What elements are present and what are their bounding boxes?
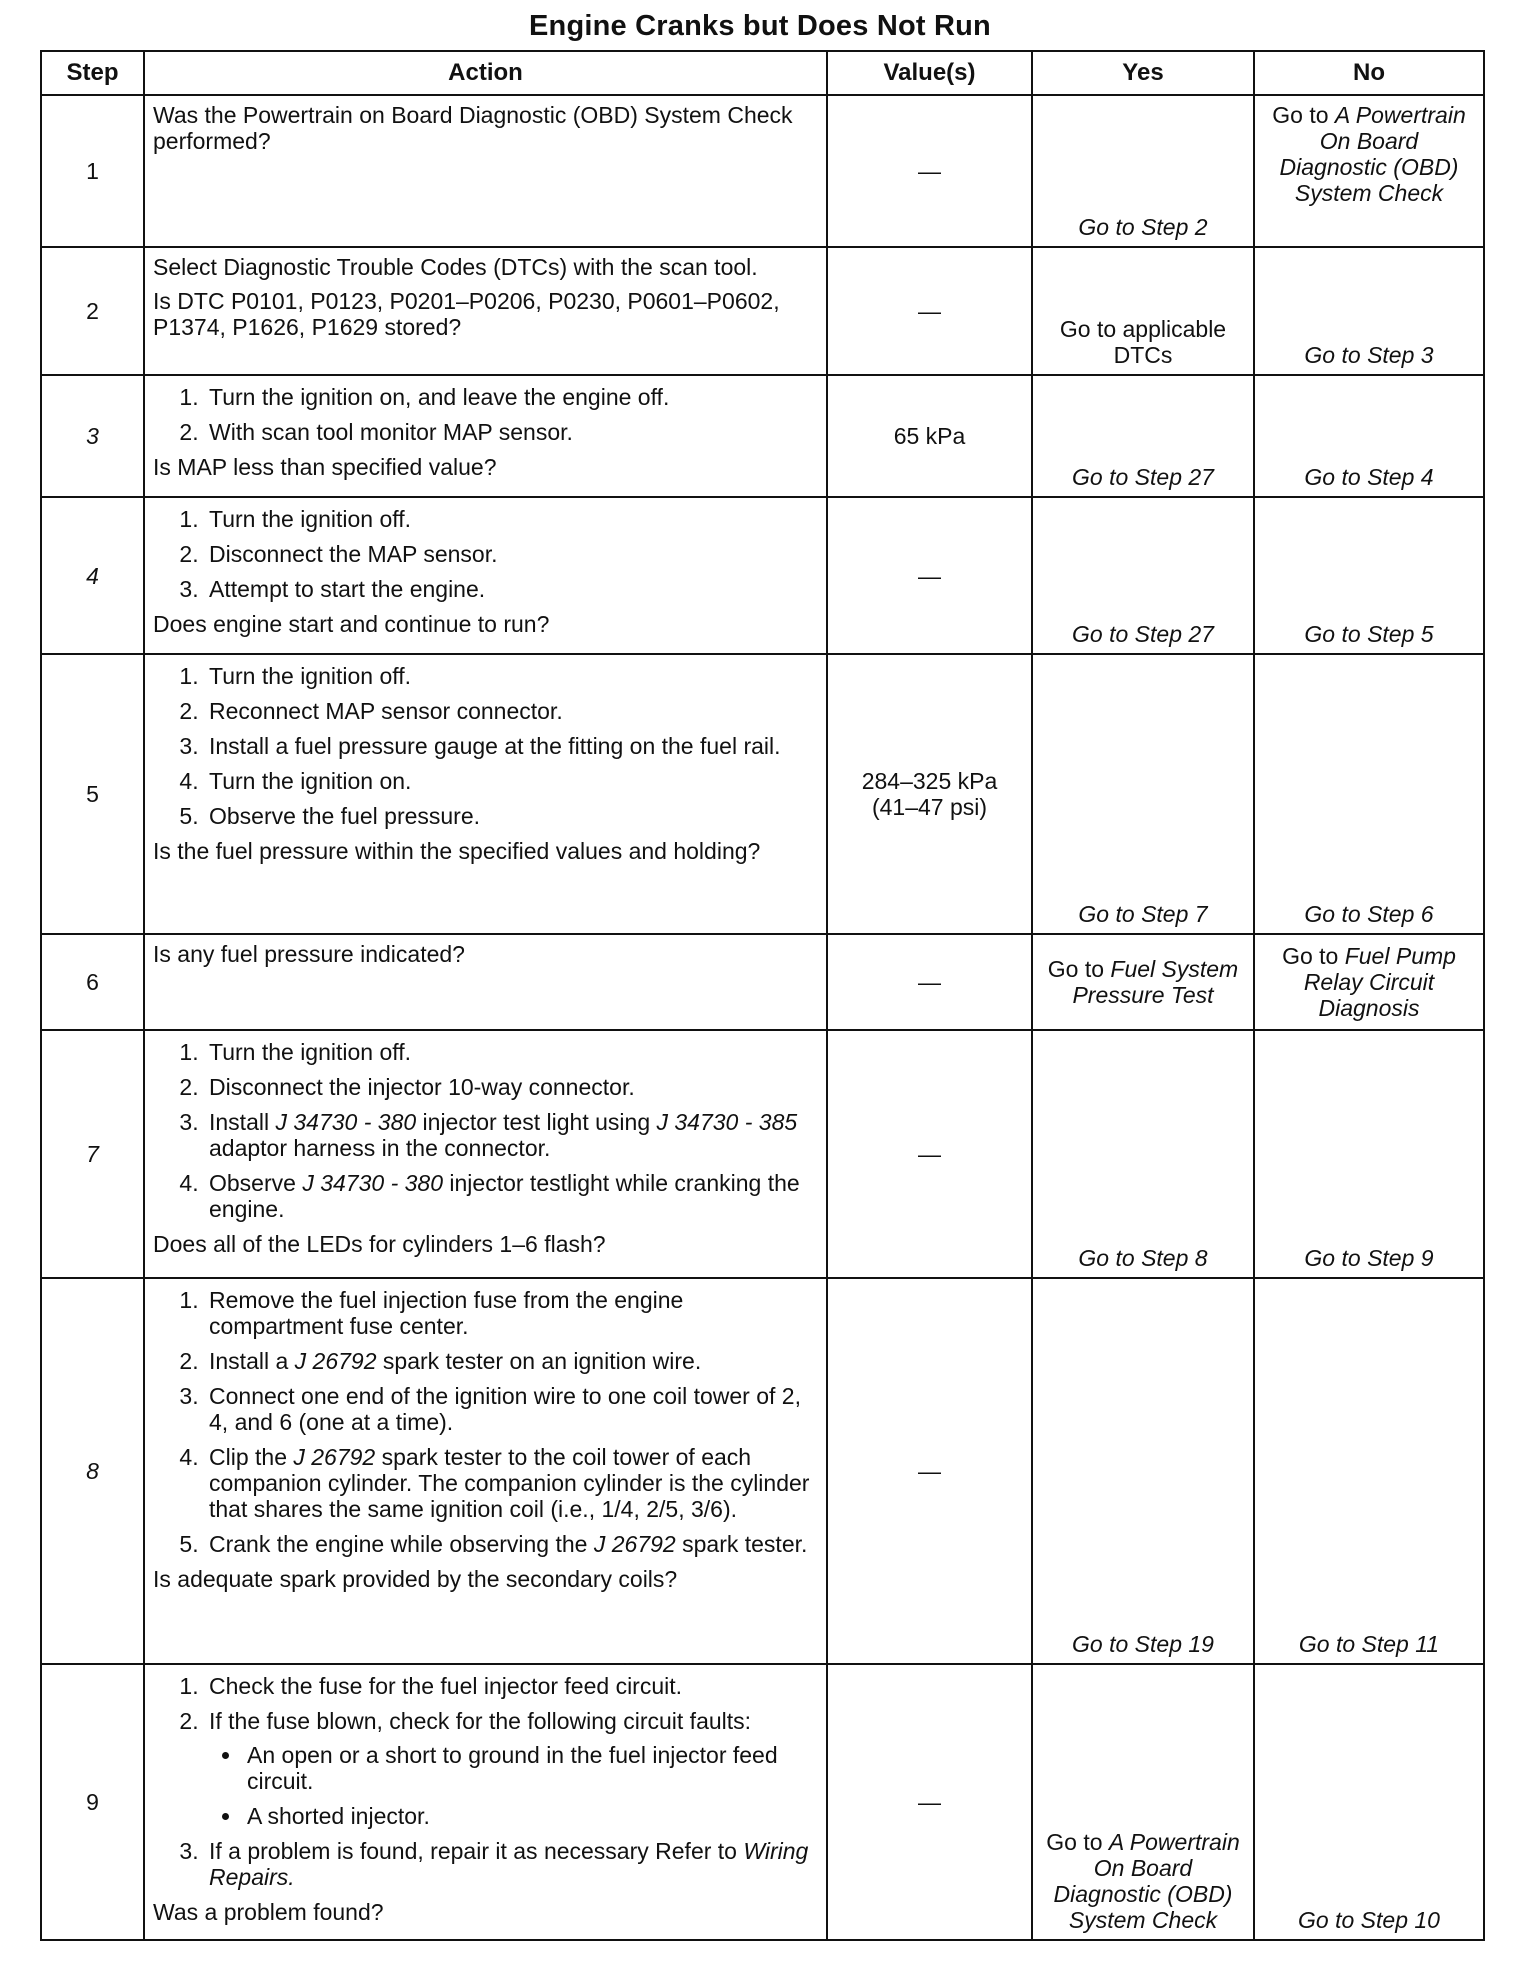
value-cell: —	[827, 247, 1032, 375]
list-item: 1. Turn the ignition off.	[205, 506, 818, 532]
list-item	[205, 1348, 818, 1374]
action-cell	[144, 1030, 827, 1278]
action-cell	[144, 1664, 827, 1940]
list-item: 5. Observe the fuel pressure.	[205, 803, 818, 829]
table-row	[41, 1664, 1484, 1940]
text-part: adaptor harness in the connector.	[209, 1135, 551, 1161]
text-part: Install a	[209, 1348, 295, 1374]
text-part: Observe	[209, 1170, 303, 1196]
no-link[interactable]: Go to Step 3	[1254, 247, 1484, 375]
step-number: 9	[41, 1664, 144, 1940]
reference-link[interactable]: Wiring Repairs.	[209, 1838, 809, 1890]
bullet-item: • A shorted injector.	[243, 1803, 818, 1829]
table-row	[41, 497, 1484, 654]
no-link[interactable]: Go to Step 11	[1254, 1278, 1484, 1664]
link-lead: Go to	[1282, 943, 1345, 969]
list-item: 2. Disconnect the injector 10-way connector.	[205, 1074, 818, 1100]
list-item	[205, 1109, 818, 1161]
instruction-list	[153, 663, 818, 829]
text-part: spark tester.	[675, 1531, 808, 1557]
step-number: 1	[41, 95, 144, 247]
value-cell: —	[827, 934, 1032, 1030]
instruction-list	[153, 384, 818, 445]
question-text: Is adequate spark provided by the secondary coils?	[153, 1566, 678, 1592]
list-item: 2. With scan tool monitor MAP sensor.	[205, 419, 818, 445]
list-item: 1. Check the fuse for the fuel injector feed circuit.	[205, 1673, 818, 1699]
link-target[interactable]: A Powertrain On Board Diagnostic (OBD) System Check	[1279, 102, 1466, 206]
link-lead: Go to	[1047, 956, 1111, 982]
table-row	[41, 95, 1484, 247]
link-target[interactable]: Fuel System Pressure Test	[1072, 956, 1239, 1008]
text-part: injector testlight while cranking the engine.	[209, 1170, 800, 1222]
no-link[interactable]: Go to Step 9	[1254, 1030, 1484, 1278]
question-text: Is any fuel pressure indicated?	[153, 941, 465, 967]
step-number: 3	[41, 375, 144, 497]
tool-reference: J 26792	[294, 1348, 377, 1374]
column-header-no: No	[1254, 51, 1484, 95]
step-number: 6	[41, 934, 144, 1030]
action-cell	[144, 654, 827, 934]
action-cell	[144, 247, 827, 375]
text-part: spark tester to the coil tower of each companion cylinder. The companion cylinder is the cylinder that shares the same ignition coil (i.e., 1/4, 2/5, 3/6).	[209, 1444, 810, 1522]
instruction-list	[153, 506, 818, 602]
table-row	[41, 1278, 1484, 1664]
instruction-list	[153, 1287, 818, 1557]
yes-link[interactable]	[1032, 934, 1254, 1030]
list-item	[205, 1531, 818, 1557]
table-row	[41, 375, 1484, 497]
page-title: Engine Cranks but Does Not Run	[529, 10, 991, 42]
table-header-row	[41, 51, 1484, 95]
table-row	[41, 1030, 1484, 1278]
question-text: Is MAP less than specified value?	[153, 454, 497, 480]
step-number: 2	[41, 247, 144, 375]
tool-reference: J 26792	[593, 1531, 676, 1557]
list-item: 1. Turn the ignition on, and leave the engine off.	[205, 384, 818, 410]
column-header-values: Value(s)	[827, 51, 1032, 95]
no-link[interactable]	[1254, 934, 1484, 1030]
yes-link[interactable]: Go to Step 19	[1032, 1278, 1254, 1664]
list-item	[205, 1708, 818, 1829]
no-link[interactable]: Go to Step 10	[1254, 1664, 1484, 1940]
instruction-text: Select Diagnostic Trouble Codes (DTCs) with the scan tool.	[153, 254, 758, 280]
list-item: 3. Connect one end of the ignition wire to one coil tower of 2, 4, and 6 (one at a time).	[205, 1383, 818, 1435]
question-text: Is DTC P0101, P0123, P0201–P0206, P0230, P0601–P0602, P1374, P1626, P1629 stored?	[153, 288, 780, 340]
no-link[interactable]	[1254, 95, 1484, 247]
list-item: 1. Turn the ignition off.	[205, 663, 818, 689]
text-part: If the fuse blown, check for the following circuit faults:	[209, 1708, 752, 1734]
tool-reference: J 34730 - 385	[656, 1109, 798, 1135]
text-part: injector test light using	[416, 1109, 657, 1135]
yes-link[interactable]: Go to Step 27	[1032, 497, 1254, 654]
yes-link[interactable]: Go to Step 2	[1032, 95, 1254, 247]
list-item	[205, 1838, 818, 1890]
yes-link[interactable]: Go to Step 7	[1032, 654, 1254, 934]
link-target[interactable]: A Powertrain On Board Diagnostic (OBD) System Check	[1053, 1829, 1240, 1933]
question-text: Is the fuel pressure within the specified values and holding?	[153, 838, 761, 864]
link-target[interactable]: Fuel Pump Relay Circuit Diagnosis	[1303, 943, 1456, 1021]
step-number: 7	[41, 1030, 144, 1278]
table-row	[41, 247, 1484, 375]
question-text: Does all of the LEDs for cylinders 1–6 flash?	[153, 1231, 606, 1257]
table-row	[41, 654, 1484, 934]
action-cell	[144, 497, 827, 654]
action-cell	[144, 1278, 827, 1664]
text-part: If a problem is found, repair it as necessary Refer to	[209, 1838, 744, 1864]
table-row	[41, 934, 1484, 1030]
step-number: 5	[41, 654, 144, 934]
instruction-list	[153, 1039, 818, 1222]
text-part: spark tester on an ignition wire.	[376, 1348, 702, 1374]
list-item	[205, 1170, 818, 1222]
column-header-yes: Yes	[1032, 51, 1254, 95]
diagnostic-table	[40, 50, 1485, 1941]
yes-link[interactable]: Go to Step 27	[1032, 375, 1254, 497]
value-pressure-kpa: 284–325 kPa	[861, 768, 998, 794]
no-link[interactable]: Go to Step 4	[1254, 375, 1484, 497]
value-pressure-psi: (41–47 psi)	[871, 794, 988, 820]
text-part: Crank the engine while observing the	[209, 1531, 594, 1557]
value-cell	[827, 654, 1032, 934]
link-lead: Go to	[1272, 102, 1335, 128]
value-cell: —	[827, 1278, 1032, 1664]
list-item: 1. Turn the ignition off.	[205, 1039, 818, 1065]
value-cell: —	[827, 497, 1032, 654]
bullet-item: • An open or a short to ground in the fuel injector feed circuit.	[243, 1742, 818, 1794]
yes-link[interactable]: Go to Step 8	[1032, 1030, 1254, 1278]
fault-list	[209, 1742, 818, 1829]
list-item: 3. Attempt to start the engine.	[205, 576, 818, 602]
question-text: Was the Powertrain on Board Diagnostic (OBD) System Check performed?	[153, 102, 793, 154]
text-part: Install	[209, 1109, 276, 1135]
action-cell	[144, 375, 827, 497]
question-text: Was a problem found?	[153, 1899, 384, 1925]
list-item: 2. Disconnect the MAP sensor.	[205, 541, 818, 567]
list-item: 3. Install a fuel pressure gauge at the fitting on the fuel rail.	[205, 733, 818, 759]
link-lead: Go to	[1046, 1829, 1109, 1855]
value-cell: —	[827, 1030, 1032, 1278]
no-link[interactable]: Go to Step 5	[1254, 497, 1484, 654]
list-item	[205, 1444, 818, 1522]
action-cell	[144, 95, 827, 247]
column-header-action: Action	[144, 51, 827, 95]
list-item: 2. Reconnect MAP sensor connector.	[205, 698, 818, 724]
text-part: Clip the	[209, 1444, 294, 1470]
yes-link[interactable]	[1032, 1664, 1254, 1940]
yes-link[interactable]: Go to applicable DTCs	[1032, 247, 1254, 375]
tool-reference: J 34730 - 380	[275, 1109, 417, 1135]
column-header-step: Step	[41, 51, 144, 95]
value-cell: —	[827, 1664, 1032, 1940]
step-number: 8	[41, 1278, 144, 1664]
instruction-list	[153, 1673, 818, 1890]
step-number: 4	[41, 497, 144, 654]
value-cell: 65 kPa	[827, 375, 1032, 497]
list-item: 1. Remove the fuel injection fuse from the engine compartment fuse center.	[205, 1287, 818, 1339]
list-item: 4. Turn the ignition on.	[205, 768, 818, 794]
value-cell: —	[827, 95, 1032, 247]
tool-reference: J 34730 - 380	[302, 1170, 443, 1196]
action-cell	[144, 934, 827, 1030]
no-link[interactable]: Go to Step 6	[1254, 654, 1484, 934]
question-text: Does engine start and continue to run?	[153, 611, 550, 637]
tool-reference: J 26792	[293, 1444, 376, 1470]
